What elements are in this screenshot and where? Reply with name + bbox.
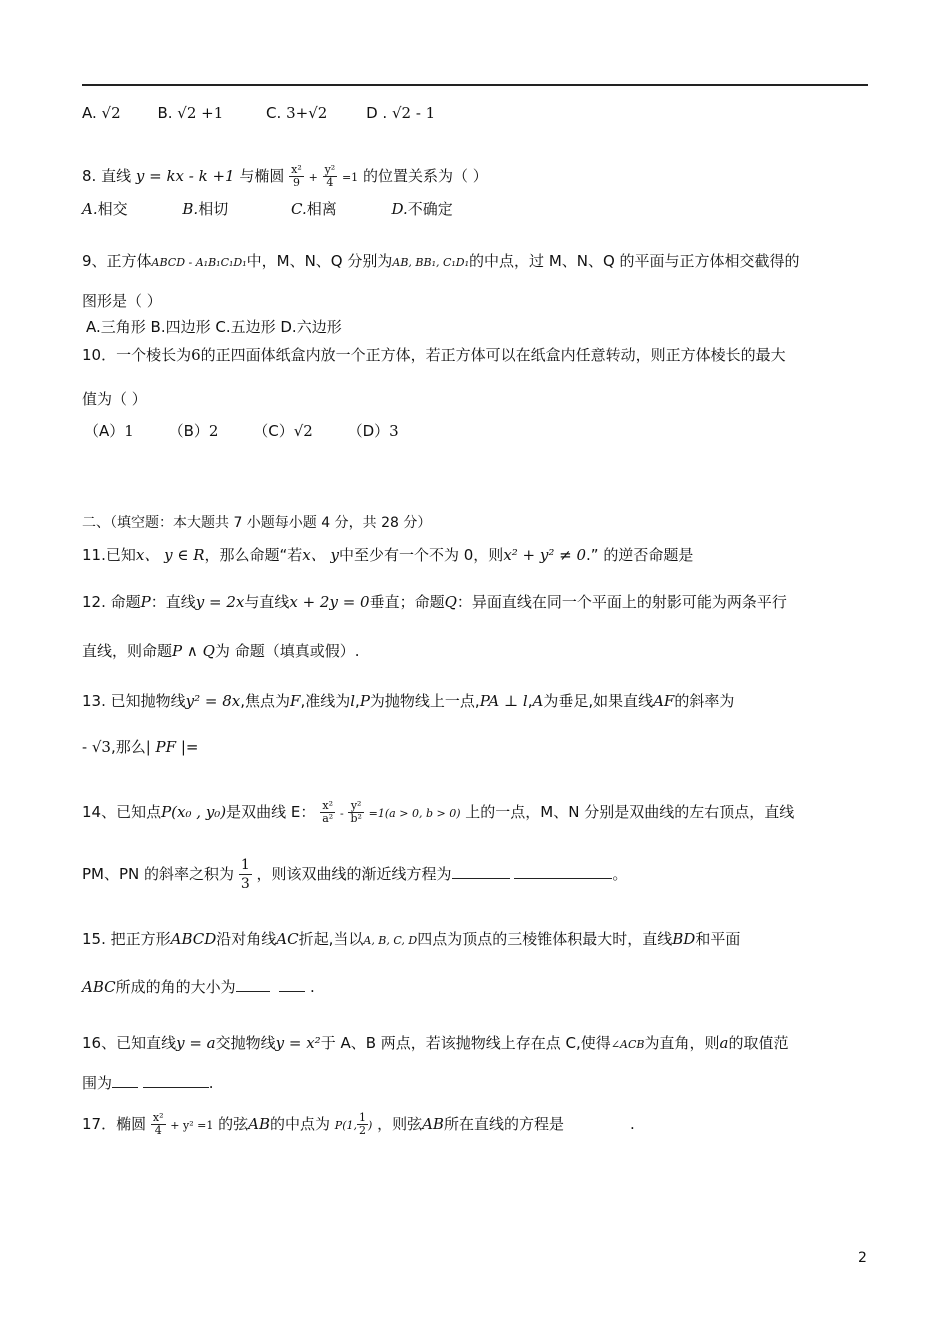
q9-line2: 图形是（ ） <box>82 292 162 310</box>
q13-text-3: ,准线为 <box>300 692 351 710</box>
q17-text-5: 所在直线的方程是 <box>443 1115 564 1133</box>
q16-line2-text: 围为 <box>82 1074 113 1092</box>
q14-text-3: 上的一点，M、N 分别是双曲线的左右顶点，直线 <box>465 803 795 821</box>
q8-line-equation: y = kx - k +1 <box>135 167 235 185</box>
q8-option-b-label: B. <box>182 200 199 218</box>
q8-option-d: 不确定 <box>407 200 453 218</box>
question-10 <box>82 344 786 366</box>
q12-math-q: Q <box>444 593 457 611</box>
q17-point-fraction: $\frac{1}{2}$ <box>359 1111 366 1137</box>
q13-text-6: , <box>527 692 533 710</box>
q8-number: 8. 直线 <box>82 167 132 185</box>
q13-line2 <box>82 736 198 758</box>
q17-chord: AB <box>248 1115 270 1133</box>
q15-diagonal: AC <box>276 930 299 948</box>
q10-option-c: √2 <box>293 422 313 440</box>
q12-text-4: 垂直；命题 <box>369 593 445 611</box>
q9-text-tail: 的中点，过 M、N、Q 的平面与正方体相交截得的 <box>469 252 800 270</box>
q14-text: 14、已知点 <box>82 803 162 821</box>
q15-period: . <box>309 978 315 996</box>
q8-ellipse-term2: $\frac{\text{y²}}{4}$ <box>324 163 336 189</box>
q17-text: 17．椭圆 <box>82 1115 147 1133</box>
q10-option-b: 2 <box>208 422 219 440</box>
q17-ellipse-rest: + y² =1 <box>170 1119 214 1132</box>
q13-pf: | PF | <box>145 738 186 756</box>
q14-hyperbola-term2: $\frac{\text{y²}}{\text{b²}}$ <box>350 799 362 825</box>
q13-line2-text: ,那么 <box>110 738 146 756</box>
q8-option-a-label: A. <box>82 200 98 218</box>
q12-text-3: 与直线 <box>244 593 290 611</box>
q15-points: A, B, C, D <box>363 934 418 947</box>
q15-answer-blank-1[interactable] <box>236 991 270 992</box>
q13-directrix: l <box>350 692 356 710</box>
q15-answer-blank-2[interactable] <box>279 991 305 992</box>
q17-point-end: ) <box>368 1119 373 1132</box>
q13-point-p: P <box>359 692 370 710</box>
q9-options: A.三角形 B.四边形 C.五边形 D.六边形 <box>86 318 342 336</box>
q14-hyperbola-rhs: =1(a > 0, b > 0) <box>368 807 461 820</box>
q16-line2 <box>82 1072 214 1094</box>
q11-math-2: x、 y <box>302 546 339 564</box>
q8-option-c: 相离 <box>306 200 337 218</box>
q16-text-4: 为直角，则 <box>644 1034 720 1052</box>
q17-period: . <box>629 1115 635 1133</box>
q15-line2-text: 所成的角的大小为 <box>115 978 236 996</box>
q11-text: 11.已知 <box>82 546 136 564</box>
q14-line2-text-2: ，则该双曲线的渐近线方程为 <box>256 865 452 883</box>
q10-option-d: 3 <box>389 422 399 440</box>
q10-text-tail: 的正四面体纸盒内放一个正方体，若正方体可以在纸盒内任意转动，则正方体棱长的最大 <box>200 346 786 364</box>
q12-line-2: x + 2y = 0 <box>289 593 370 611</box>
q16-answer-blank-1[interactable] <box>112 1087 138 1088</box>
q7-option-b-label: B. <box>157 104 173 122</box>
q10-edge-length: 6 <box>191 346 201 364</box>
q16-text: 16、已知直线 <box>82 1034 177 1052</box>
q13-line-af: AF <box>653 692 675 710</box>
q8-option-a: 相交 <box>97 200 128 218</box>
q8-text: 与椭圆 <box>239 167 285 185</box>
q13-text-7: 为垂足,如果直线 <box>543 692 654 710</box>
q16-answer-blank-2[interactable] <box>143 1087 209 1088</box>
q17-ellipse-term: $\frac{\text{x²}}{4}$ <box>152 1111 164 1137</box>
q16-parabola: y = x² <box>275 1034 321 1052</box>
q13-text-4: , <box>355 692 360 710</box>
q11-text-3: 中至少有一个不为 0，则 <box>338 546 504 564</box>
q8-options <box>82 198 453 220</box>
q9-text: 中，M、N、Q 分别为 <box>246 252 393 270</box>
q14-fraction: $\frac{1}{3}$ <box>240 857 250 892</box>
q12-line2-tail: 为 命题（填真或假）. <box>214 642 360 660</box>
q15-text-2: 沿对角线 <box>216 930 277 948</box>
q12-text-2: ：直线 <box>150 593 196 611</box>
question-17 <box>82 1104 635 1146</box>
q17-point-start: P(1, <box>334 1119 357 1132</box>
q13-point-a: A <box>532 692 544 710</box>
q14-period: 。 <box>612 865 628 883</box>
q15-line2 <box>82 976 315 998</box>
q15-line-bd: BD <box>672 930 696 948</box>
q10-options <box>84 420 399 442</box>
q10-option-a: 1 <box>124 422 134 440</box>
q15-text: 15. 把正方形 <box>82 930 171 948</box>
q12-line-1: y = 2x <box>195 593 245 611</box>
q13-text-8: 的斜率为 <box>674 692 735 710</box>
q12-math-p: P <box>140 593 151 611</box>
question-8: 8. 直线 y = kx - k +1 与椭圆 $\frac{\text{x²}}{9}$ + $\frac{\text{y²}}{4}$ =1 的位置关系为（ ） <box>82 163 488 189</box>
q8-option-b: 相切 <box>198 200 229 218</box>
q12-text-5: ：异面直线在同一个平面上的射影可能为两条平行 <box>456 593 787 611</box>
q17-text-4: ，则弦 <box>377 1115 423 1133</box>
q10-option-b-label: （B） <box>168 422 209 440</box>
q14-answer-blank-2[interactable] <box>514 878 612 879</box>
q11-math-3: x² + y² ≠ 0 <box>503 546 587 564</box>
q14-line2 <box>82 856 627 893</box>
page-number: 2 <box>858 1250 867 1266</box>
q7-option-d-label: D . <box>366 104 388 122</box>
q8-option-d-label: D. <box>391 200 408 218</box>
q7-option-c-value: 3+√2 <box>286 104 328 122</box>
q16-line: y = a <box>176 1034 216 1052</box>
q12-text: 12. 命题 <box>82 593 141 611</box>
q11-math-1: x、 y ∈ R <box>135 546 205 564</box>
question-13 <box>82 690 734 712</box>
q13-text: 13. 已知抛物线 <box>82 692 186 710</box>
q17-text-3: 的中点为 <box>270 1115 331 1133</box>
q13-focus: F <box>290 692 301 710</box>
q8-option-c-label: C. <box>291 200 307 218</box>
q14-answer-blank-1[interactable] <box>452 878 510 879</box>
q7-option-c-label: C. <box>266 104 282 122</box>
q13-equals: = <box>185 738 199 756</box>
q7-option-a-value: √2 <box>101 104 121 122</box>
q10-text: 10．一个棱长为 <box>82 346 192 364</box>
q17-text-2: 的弦 <box>218 1115 249 1133</box>
q11-text-2: ，那么命题“若 <box>204 546 303 564</box>
q16-angle: ∠ACB <box>610 1038 645 1051</box>
question-14 <box>82 792 794 834</box>
q8-ellipse-rhs: =1 <box>341 171 359 184</box>
q7-options <box>82 102 435 124</box>
q12-line2-text: 直线，则命题 <box>82 642 173 660</box>
question-11 <box>82 544 693 566</box>
q13-slope: - √3 <box>82 738 111 756</box>
q14-hyperbola-term1: $\frac{\text{x²}}{\text{a²}}$ <box>322 799 334 825</box>
q16-a: a <box>719 1034 729 1052</box>
q13-text-5: 为抛物线上一点, <box>369 692 480 710</box>
q7-option-d-value: √2 - 1 <box>391 104 436 122</box>
q15-plane: ABC <box>82 978 116 996</box>
q8-question-tail: 的位置关系为（ ） <box>362 167 488 185</box>
q12-math-pq: P ∧ Q <box>172 642 215 660</box>
section-2-heading: 二、（填空题：本大题共 7 小题每小题 4 分，共 28 分） <box>82 515 432 531</box>
q14-line2-text: PM、PN 的斜率之积为 <box>82 865 235 883</box>
q15-text-5: 和平面 <box>695 930 741 948</box>
q16-text-3: 于 A、B 两点，若该抛物线上存在点 C,使得 <box>320 1034 611 1052</box>
q16-text-5: 的取值范 <box>728 1034 789 1052</box>
q10-line2: 值为（ ） <box>82 390 147 408</box>
q10-option-a-label: （A） <box>84 422 125 440</box>
q10-option-d-label: （D） <box>347 422 390 440</box>
q8-ellipse-term1: $\frac{\text{x²}}{9}$ <box>291 163 302 189</box>
q9-edges: AB, BB₁, C₁D₁ <box>392 256 470 269</box>
q17-chord-2: AB <box>422 1115 444 1133</box>
q16-period: . <box>208 1074 214 1092</box>
question-15 <box>82 928 740 952</box>
q14-text-2: 是双曲线 E： <box>226 803 316 821</box>
q15-square: ABCD <box>170 930 217 948</box>
q7-option-a-label: A. <box>82 104 97 122</box>
q12-line2 <box>82 640 359 662</box>
q16-text-2: 交抛物线 <box>215 1034 276 1052</box>
q13-text-2: ,焦点为 <box>240 692 291 710</box>
q15-text-4: 四点为顶点的三棱锥体积最大时，直线 <box>417 930 673 948</box>
q15-text-3: 折起,当以 <box>298 930 364 948</box>
q14-minus: - <box>339 807 344 820</box>
q9-number: 9、正方体 <box>82 252 152 270</box>
header-rule <box>82 84 868 86</box>
question-12 <box>82 591 787 613</box>
q7-option-b-value: √2 +1 <box>177 104 224 122</box>
q13-parabola: y² = 8x <box>185 692 241 710</box>
q9-cube: ABCD - A₁B₁C₁D₁ <box>151 256 247 269</box>
question-9 <box>82 250 800 274</box>
q14-point: P(x₀ , y₀) <box>161 803 227 821</box>
q10-option-c-label: （C） <box>253 422 294 440</box>
q13-perpendicular: PA ⊥ l <box>479 692 528 710</box>
question-16 <box>82 1032 788 1056</box>
q11-text-4: .” 的逆否命题是 <box>586 546 694 564</box>
